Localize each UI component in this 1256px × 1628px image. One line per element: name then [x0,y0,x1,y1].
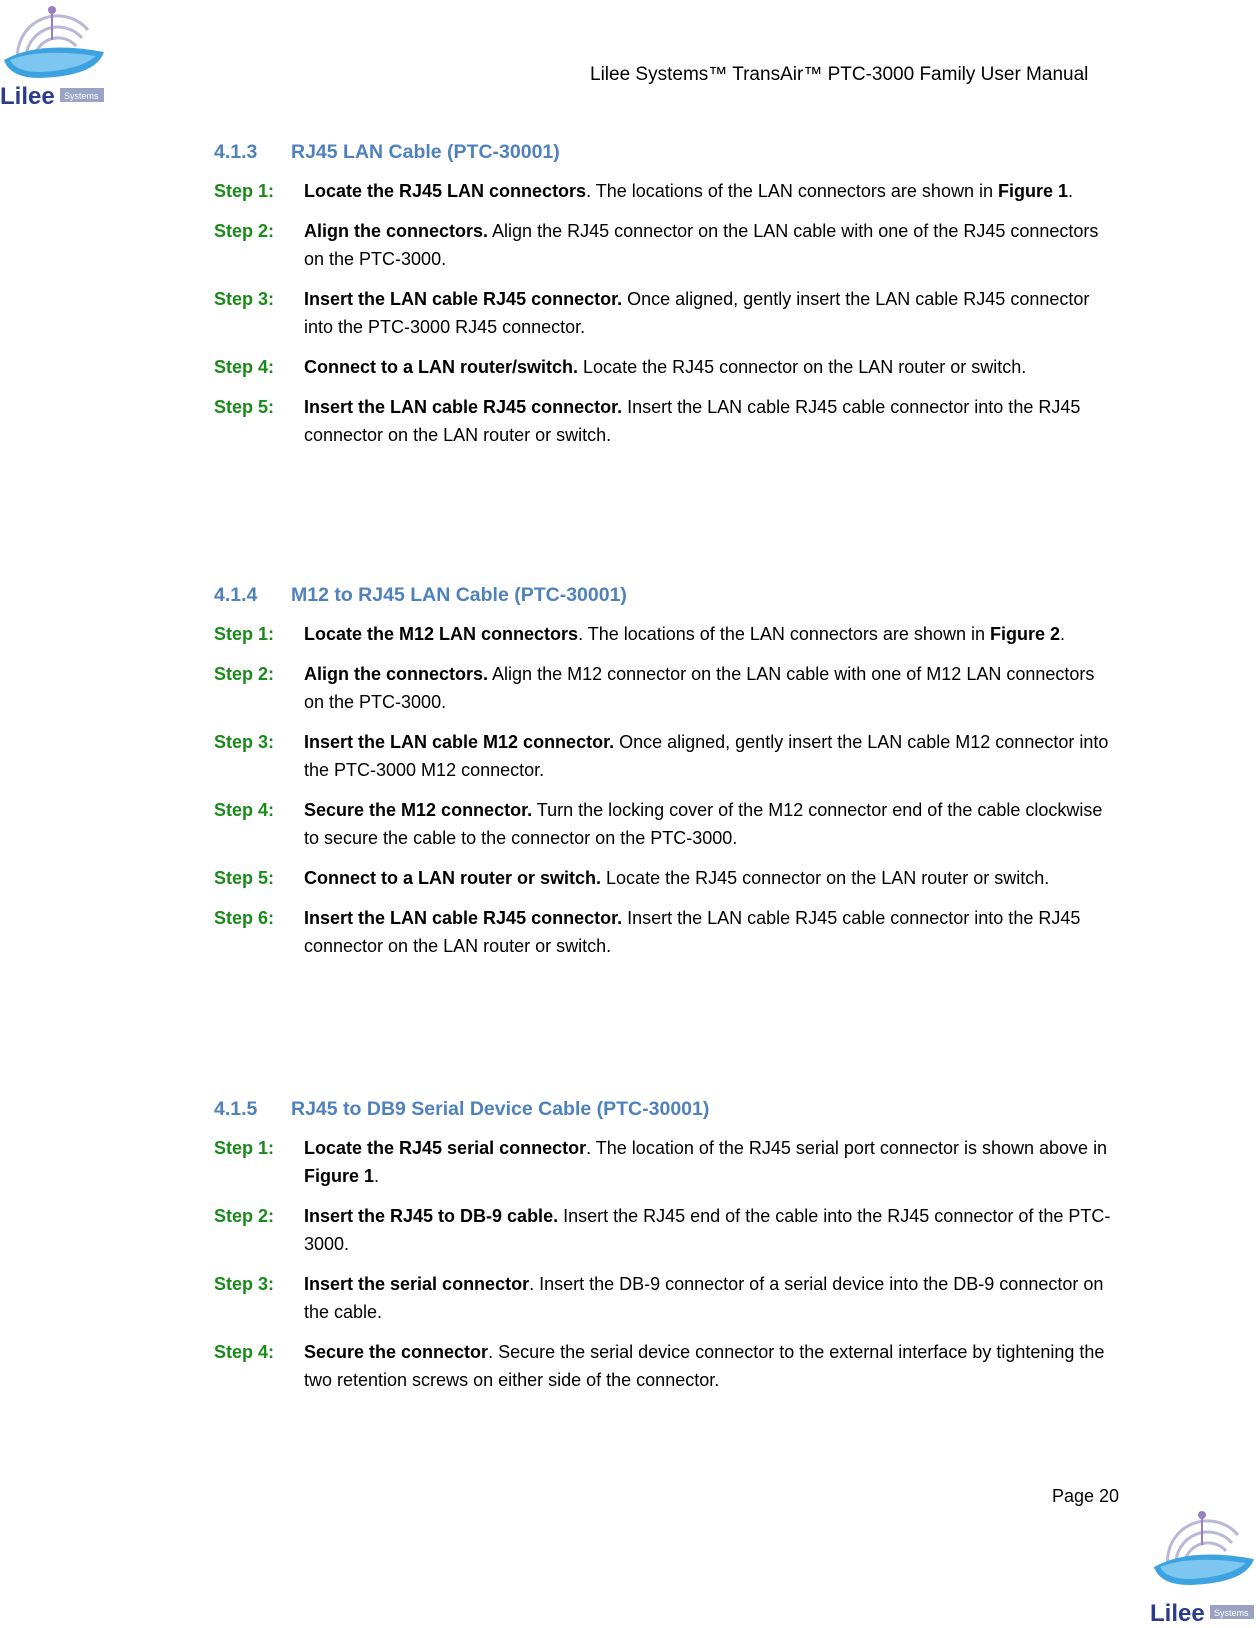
step-tail: . [1068,181,1074,201]
step-label: Step 4: [214,357,275,377]
step-title: Insert the LAN cable RJ45 connector. [304,289,623,309]
step-title: Connect to a LAN router or switch. [304,868,602,888]
step-item [214,660,1114,716]
section-heading: RJ45 to DB9 Serial Device Cable (PTC-30001) [291,1098,710,1120]
logo-text: Lilee [0,83,55,110]
step-label: Step 2: [214,221,275,241]
step-title: Secure the M12 connector. [304,800,533,820]
step-title: Locate the RJ45 serial connector [304,1138,587,1158]
step-title: Insert the RJ45 to DB-9 cable. [304,1206,559,1226]
step-title: Insert the LAN cable RJ45 connector. [304,908,623,928]
step-label: Step 4: [214,800,275,820]
logo-subtext: Systems [1214,1608,1249,1618]
step-text: . The location of the RJ45 serial port connector is shown above in [586,1138,1108,1158]
step-title: Align the connectors. [304,221,489,241]
step-label: Step 4: [214,1342,275,1362]
step-item [214,353,1114,381]
section-4-1-4 [214,584,1114,960]
step-label: Step 2: [214,1206,275,1226]
company-logo [0,0,110,112]
logo-subtext: Systems [64,91,99,101]
section-4-1-5 [214,1098,1114,1394]
figure-reference: Figure 2 [989,624,1060,644]
figure-reference: Figure 1 [997,181,1068,201]
step-text: . The locations of the LAN connectors are shown in [578,624,990,644]
step-text: Insert the RJ45 end of the cable into the RJ45 connector of the PTC-3000. [304,1206,1111,1254]
step-text: Locate the RJ45 connector on the LAN router or switch. [601,868,1050,888]
step-item [214,393,1114,449]
step-item [214,217,1114,273]
step-text: . Insert the DB-9 connector of a serial device into the DB-9 connector on the cable. [304,1274,1104,1322]
step-text: Locate the RJ45 connector on the LAN router or switch. [578,357,1027,377]
section-heading: RJ45 LAN Cable (PTC-30001) [291,141,560,163]
section-heading: M12 to RJ45 LAN Cable (PTC-30001) [291,584,627,606]
step-title: Locate the M12 LAN connectors [304,624,579,644]
step-label: Step 2: [214,664,275,684]
header-title: Lilee Systems™ TransAir™ PTC-3000 Family User Manual [590,64,1089,85]
step-item [214,728,1114,784]
step-item [214,1134,1114,1190]
company-logo-footer [1146,1505,1256,1623]
step-label: Step 3: [214,1274,275,1294]
page-number: Page 20 [1052,1486,1120,1506]
step-item [214,1270,1114,1326]
step-tail: . [1059,624,1065,644]
step-title: Insert the LAN cable RJ45 connector. [304,397,623,417]
step-item [214,904,1114,960]
step-title: Insert the LAN cable M12 connector. [304,732,615,752]
step-text: Insert the LAN cable RJ45 cable connector into the RJ45 connector on the LAN router or switch. [304,908,1081,956]
section-number: 4.1.5 [214,1098,258,1120]
section-title [214,1098,1114,1121]
step-item [214,177,1114,205]
step-item [214,620,1114,648]
step-label: Step 1: [214,624,275,644]
step-label: Step 5: [214,397,275,417]
section-4-1-3 [214,141,1114,449]
step-label: Step 6: [214,908,275,928]
logo-text: Lilee [1150,1600,1205,1623]
section-title [214,141,1114,164]
step-title: Secure the connector [304,1342,489,1362]
step-title: Insert the serial connector [304,1274,530,1294]
section-number: 4.1.3 [214,141,258,163]
step-tail: . [374,1166,380,1186]
section-title [214,584,1114,607]
step-label: Step 1: [214,1138,275,1158]
step-item [214,1338,1114,1394]
step-title: Connect to a LAN router/switch. [304,357,579,377]
figure-reference: Figure 1 [304,1166,375,1186]
step-text: Once aligned, gently insert the LAN cable M12 connector into the PTC-3000 M12 connector. [304,732,1109,780]
step-text: Insert the LAN cable RJ45 cable connector into the RJ45 connector on the LAN router or switch. [304,397,1081,445]
step-item [214,864,1114,892]
step-text: Once aligned, gently insert the LAN cable RJ45 connector into the PTC-3000 RJ45 connector. [304,289,1090,337]
step-title: Locate the RJ45 LAN connectors [304,181,587,201]
step-text: . Secure the serial device connector to the external interface by tightening the two retention screws on either side of the connector. [304,1342,1105,1390]
step-title: Align the connectors. [304,664,489,684]
step-label: Step 5: [214,868,275,888]
step-label: Step 3: [214,732,275,752]
step-item [214,1202,1114,1258]
step-text: . The locations of the LAN connectors are shown in [586,181,998,201]
step-text: Align the RJ45 connector on the LAN cable with one of the RJ45 connectors on the PTC-3000. [304,221,1099,269]
step-text: Align the M12 connector on the LAN cable with one of M12 LAN connectors on the PTC-3000. [304,664,1095,712]
section-number: 4.1.4 [214,584,258,606]
step-label: Step 3: [214,289,275,309]
step-item [214,285,1114,341]
step-text: Turn the locking cover of the M12 connector end of the cable clockwise to secure the cable to the connector on the PTC-3000. [304,800,1103,848]
step-label: Step 1: [214,181,275,201]
step-item [214,796,1114,852]
